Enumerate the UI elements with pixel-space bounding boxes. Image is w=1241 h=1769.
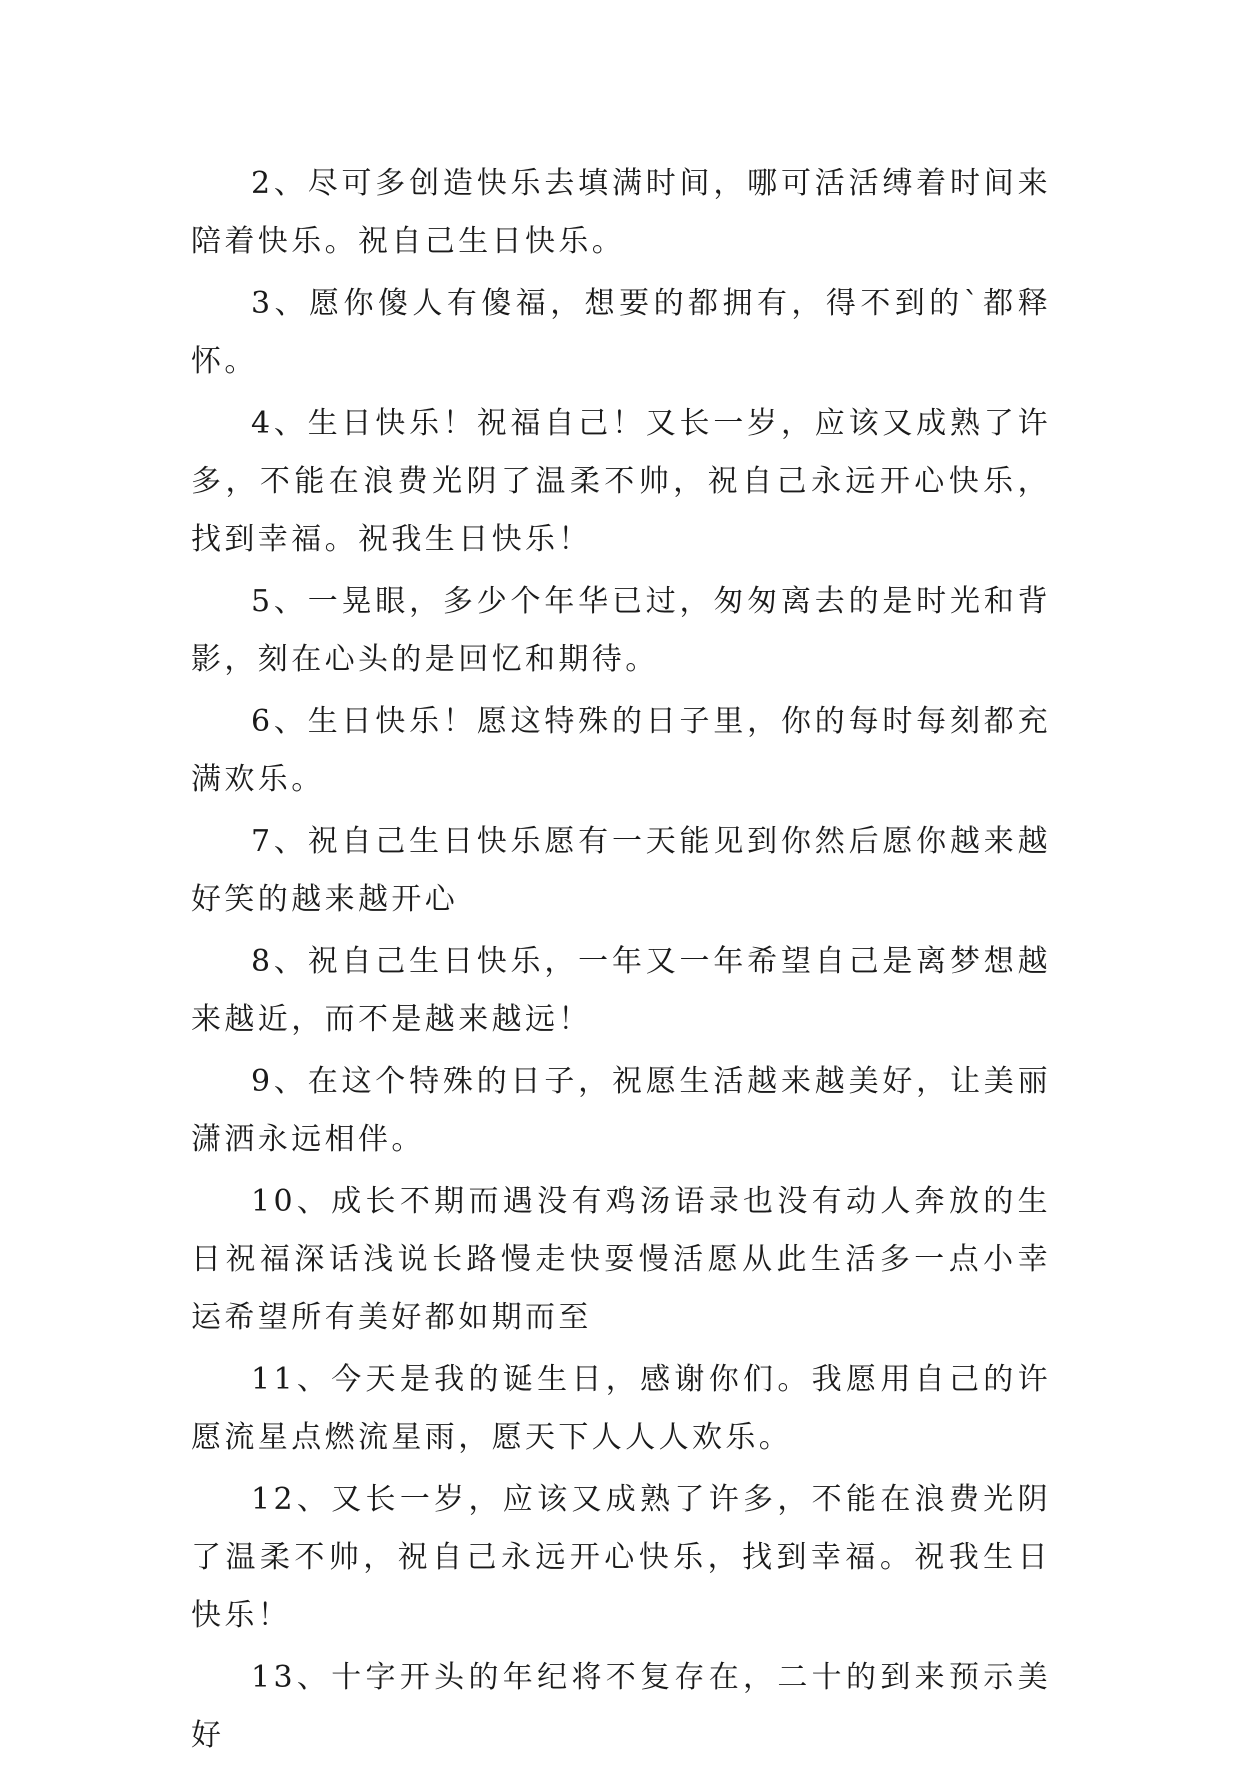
paragraph-5: 5、一晃眼，多少个年华已过，匆匆离去的是时光和背影，刻在心头的是回忆和期待。 [191, 584, 1051, 677]
paragraph-11: 11、今天是我的诞生日，感谢你们。我愿用自己的许愿流星点燃流星雨，愿天下人人人欢乐。 [191, 1362, 1051, 1455]
paragraph-7: 7、祝自己生日快乐愿有一天能见到你然后愿你越来越好笑的越来越开心 [191, 824, 1051, 917]
document-body [191, 155, 1051, 1769]
paragraph-3: 3、愿你傻人有傻福，想要的都拥有，得不到的`都释怀。 [191, 286, 1051, 379]
paragraph-9: 9、在这个特殊的日子，祝愿生活越来越美好，让美丽潇洒永远相伴。 [191, 1064, 1051, 1157]
paragraph-6: 6、生日快乐！愿这特殊的日子里，你的每时每刻都充满欢乐。 [191, 704, 1051, 797]
paragraph-8: 8、祝自己生日快乐，一年又一年希望自己是离梦想越来越近，而不是越来越远！ [191, 944, 1051, 1037]
paragraph-4: 4、生日快乐！祝福自己！又长一岁，应该又成熟了许多，不能在浪费光阴了温柔不帅，祝自己永远开心快乐，找到幸福。祝我生日快乐！ [191, 406, 1051, 557]
paragraph-10: 10、成长不期而遇没有鸡汤语录也没有动人奔放的生日祝福深话浅说长路慢走快耍慢活愿从此生活多一点小幸运希望所有美好都如期而至 [191, 1184, 1051, 1335]
paragraph-12: 12、又长一岁，应该又成熟了许多，不能在浪费光阴了温柔不帅，祝自己永远开心快乐，找到幸福。祝我生日快乐！ [191, 1482, 1051, 1633]
paragraph-2: 2、尽可多创造快乐去填满时间，哪可活活缚着时间来陪着快乐。祝自己生日快乐。 [191, 166, 1051, 259]
paragraph-13: 13、十字开头的年纪将不复存在，二十的到来预示美好 [191, 1660, 1051, 1753]
